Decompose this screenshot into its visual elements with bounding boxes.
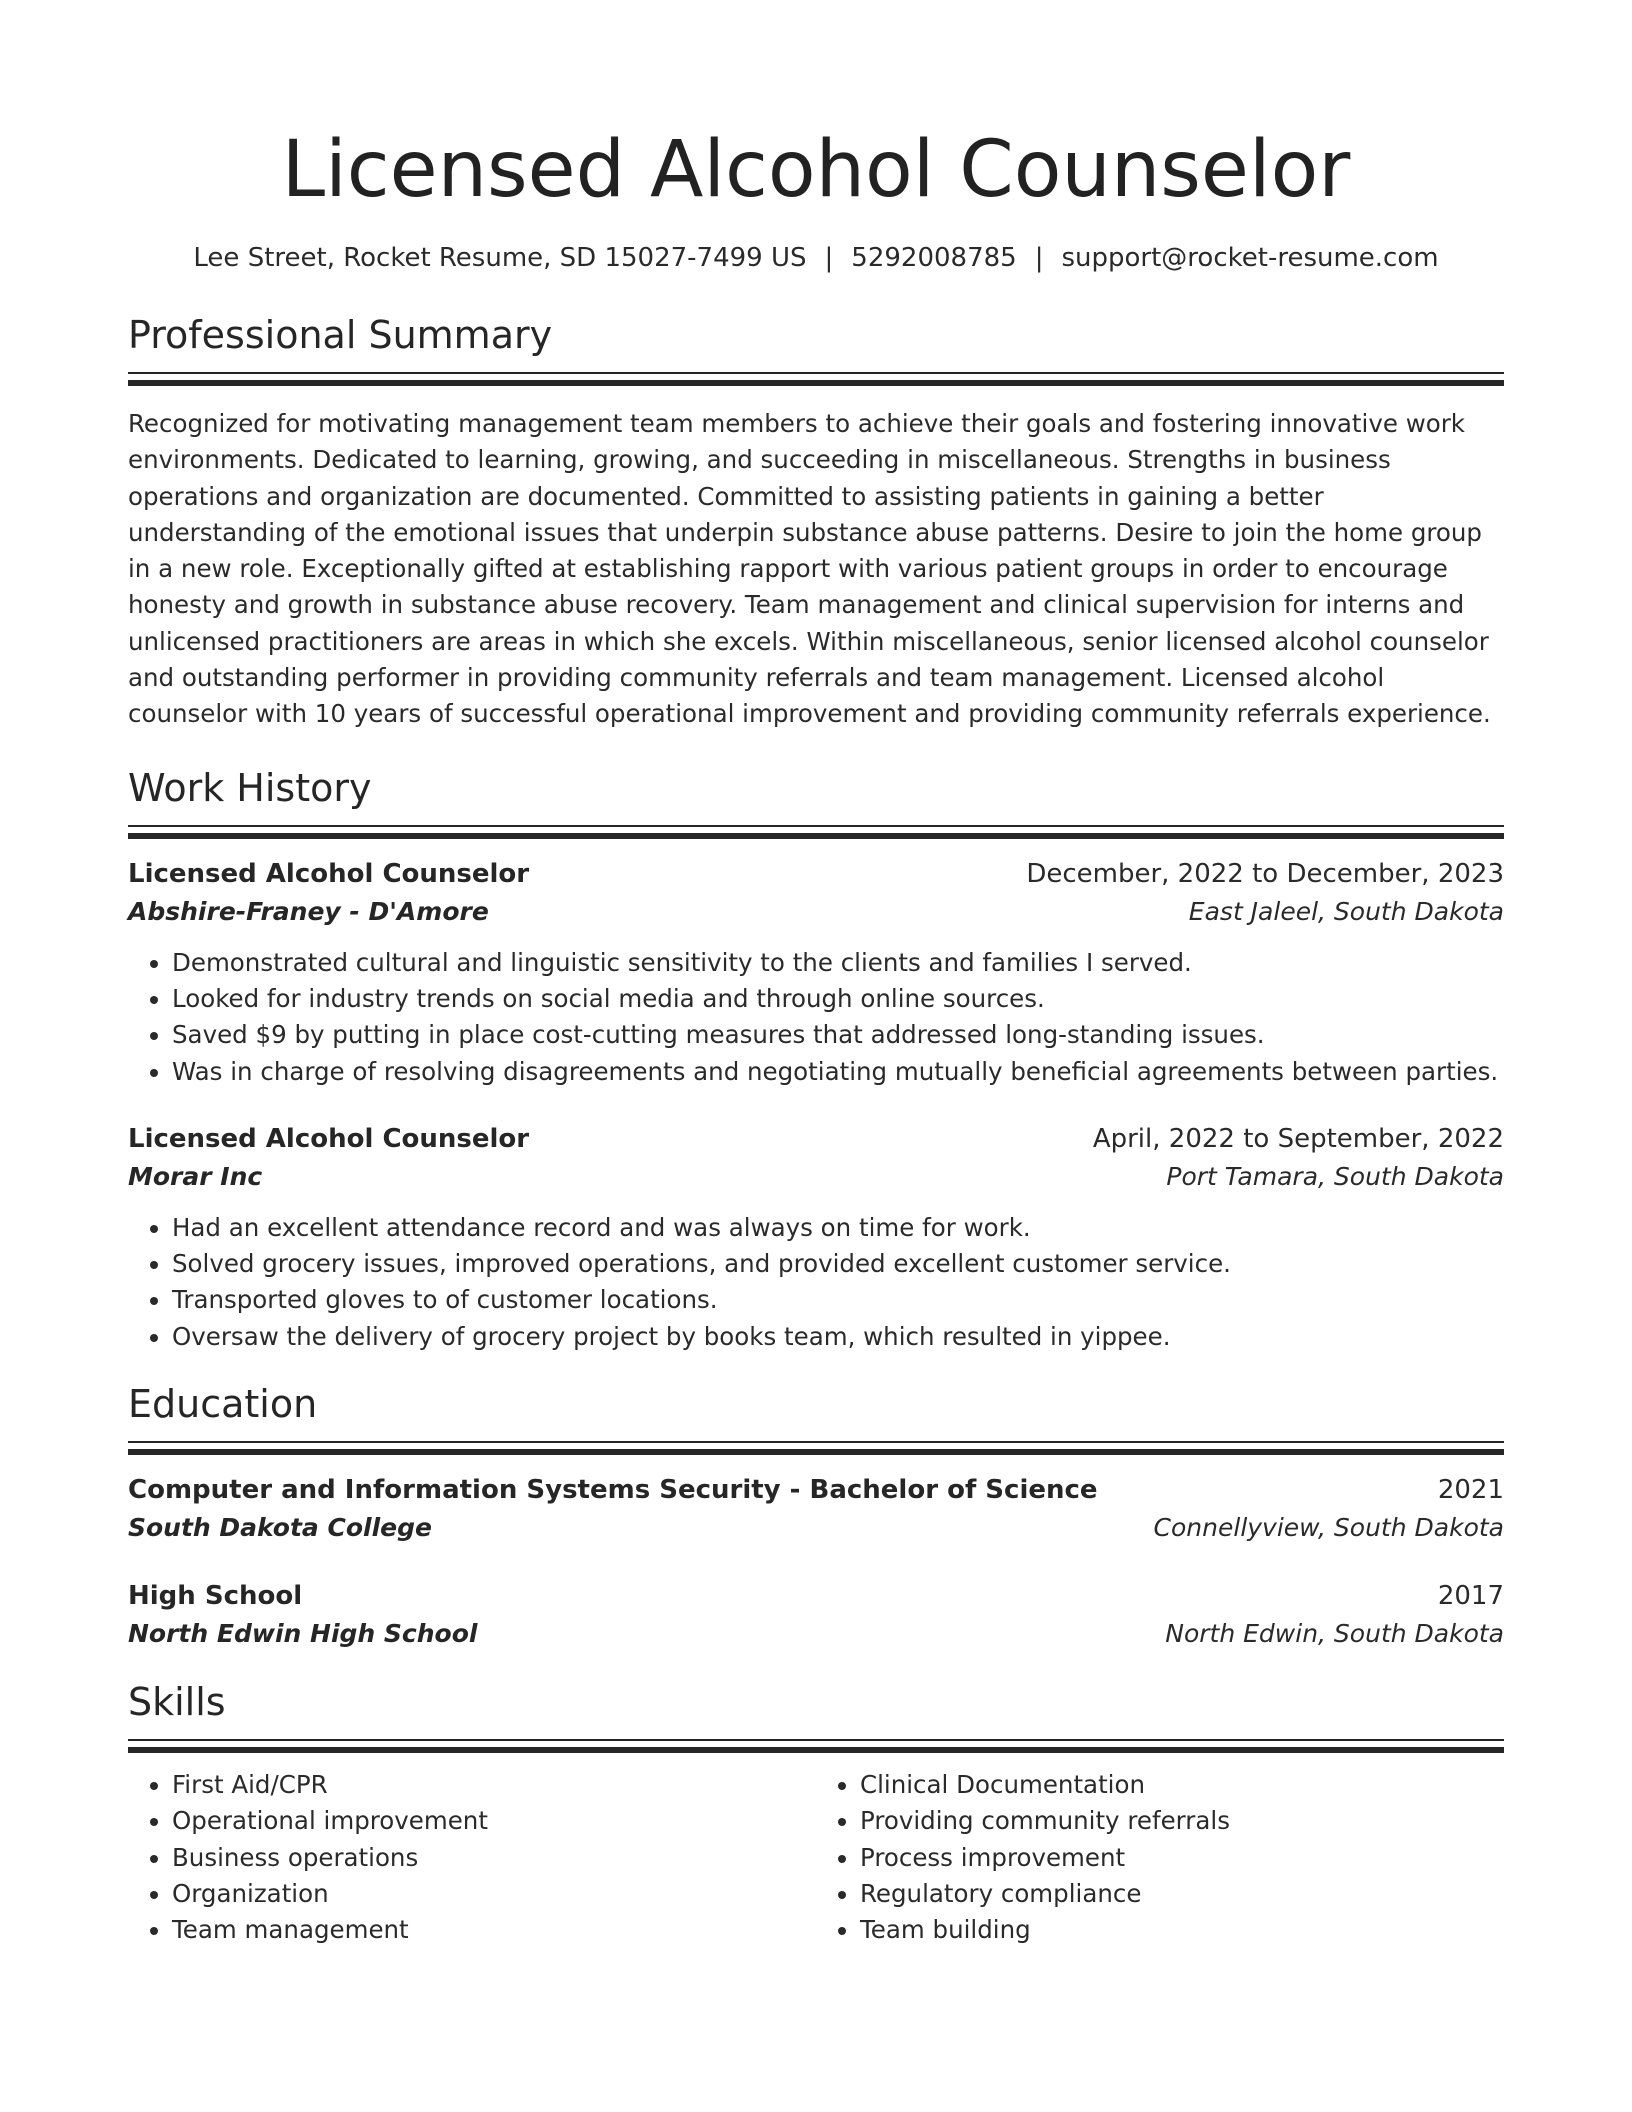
skill-item: • Providing community referrals [860, 1803, 1504, 1839]
job-entry [128, 1120, 1504, 1355]
contact-email: support@rocket-resume.com [1061, 243, 1439, 273]
list-item: • Was in charge of resolving disagreements and negotiating mutually beneficial agreements between parties. [172, 1054, 1504, 1090]
education-location: Connellyview, South Dakota [1153, 1513, 1504, 1543]
skills-columns [128, 1767, 1504, 1948]
education-school: North Edwin High School [128, 1619, 478, 1649]
list-item: • Saved $9 by putting in place cost-cutting measures that addressed long-standing issues. [172, 1017, 1504, 1053]
job-location: Port Tamara, South Dakota [1166, 1161, 1504, 1191]
contact-address: Lee Street, Rocket Resume, SD 15027-7499 US [193, 243, 807, 273]
contact-line [128, 240, 1504, 276]
contact-separator: | [1034, 243, 1044, 273]
list-item: • Solved grocery issues, improved operations, and provided excellent customer service. [172, 1246, 1504, 1282]
work-history-section [128, 763, 1504, 1355]
summary-section [128, 310, 1504, 733]
skill-item: • Team building [860, 1912, 1504, 1948]
resume-name: Licensed Alcohol Counselor [281, 125, 1351, 215]
summary-text: Recognized for motivating management team members to achieve their goals and fostering innovative work environments. Dedicated to learning, growing, and succeeding in miscellaneous. Strengths in business operations and organization are documented. Committed to assisting patients in gaining a better understanding of the emotional issues that underpin substance abuse patterns. Desire to join the home group in a new role. Exceptionally gifted at establishing rapport with various patient groups in order to encourage honesty and growth in substance abuse recovery. Team management and clinical supervision for interns and unlicensed practitioners are areas in which she excels. Within miscellaneous, senior licensed alcohol counselor and outstanding performer in providing community referrals and team management. Licensed alcohol counselor with 10 years of successful operational improvement and providing community referrals experience. [128, 409, 1491, 729]
education-entry [128, 1471, 1504, 1547]
skills-section [128, 1677, 1504, 1948]
education-year: 2017 [1437, 1581, 1504, 1612]
skill-item: • Team management [172, 1912, 816, 1948]
summary-heading: Professional Summary [128, 313, 553, 357]
list-item: • Transported gloves to of customer locations. [172, 1282, 1504, 1318]
skill-item: • Clinical Documentation [860, 1767, 1504, 1803]
job-bullets [128, 945, 1504, 1090]
section-divider [128, 825, 1504, 839]
skill-item: • Process improvement [860, 1840, 1504, 1876]
job-title: Licensed Alcohol Counselor [128, 858, 530, 889]
job-company: Abshire-Franey - D'Amore [128, 896, 489, 926]
list-item: • Had an excellent attendance record and was always on time for work. [172, 1210, 1504, 1246]
skill-item: • Regulatory compliance [860, 1876, 1504, 1912]
education-entry [128, 1577, 1504, 1653]
section-divider [128, 1441, 1504, 1455]
job-title: Licensed Alcohol Counselor [128, 1123, 530, 1154]
education-school: South Dakota College [128, 1513, 432, 1543]
job-bullets [128, 1210, 1504, 1355]
skills-list-right [816, 1767, 1504, 1948]
skills-list-left [128, 1767, 816, 1948]
skill-item: • First Aid/CPR [172, 1767, 816, 1803]
education-heading: Education [128, 1382, 318, 1427]
job-entry [128, 855, 1504, 1090]
job-company: Morar Inc [128, 1161, 263, 1191]
skills-heading: Skills [128, 1680, 226, 1725]
education-degree: High School [128, 1581, 303, 1612]
work-history-heading: Work History [128, 765, 372, 810]
list-item: • Looked for industry trends on social media and through online sources. [172, 981, 1504, 1017]
education-section [128, 1379, 1504, 1653]
education-location: North Edwin, South Dakota [1165, 1619, 1504, 1649]
section-divider [128, 1739, 1504, 1753]
skill-item: • Business operations [172, 1840, 816, 1876]
education-year: 2021 [1437, 1475, 1504, 1506]
skill-item: • Organization [172, 1876, 816, 1912]
skill-item: • Operational improvement [172, 1803, 816, 1839]
education-degree: Computer and Information Systems Security - Bachelor of Science [128, 1475, 1098, 1506]
contact-phone: 5292008785 [851, 243, 1017, 273]
section-divider [128, 372, 1504, 386]
contact-separator: | [824, 243, 834, 273]
list-item: • Demonstrated cultural and linguistic sensitivity to the clients and families I served. [172, 945, 1504, 981]
resume-page [128, 0, 1504, 1949]
list-item: • Oversaw the delivery of grocery project by books team, which resulted in yippee. [172, 1319, 1504, 1355]
job-dates: April, 2022 to September, 2022 [1092, 1123, 1504, 1154]
job-location: East Jaleel, South Dakota [1188, 896, 1504, 926]
job-dates: December, 2022 to December, 2023 [1026, 858, 1504, 889]
